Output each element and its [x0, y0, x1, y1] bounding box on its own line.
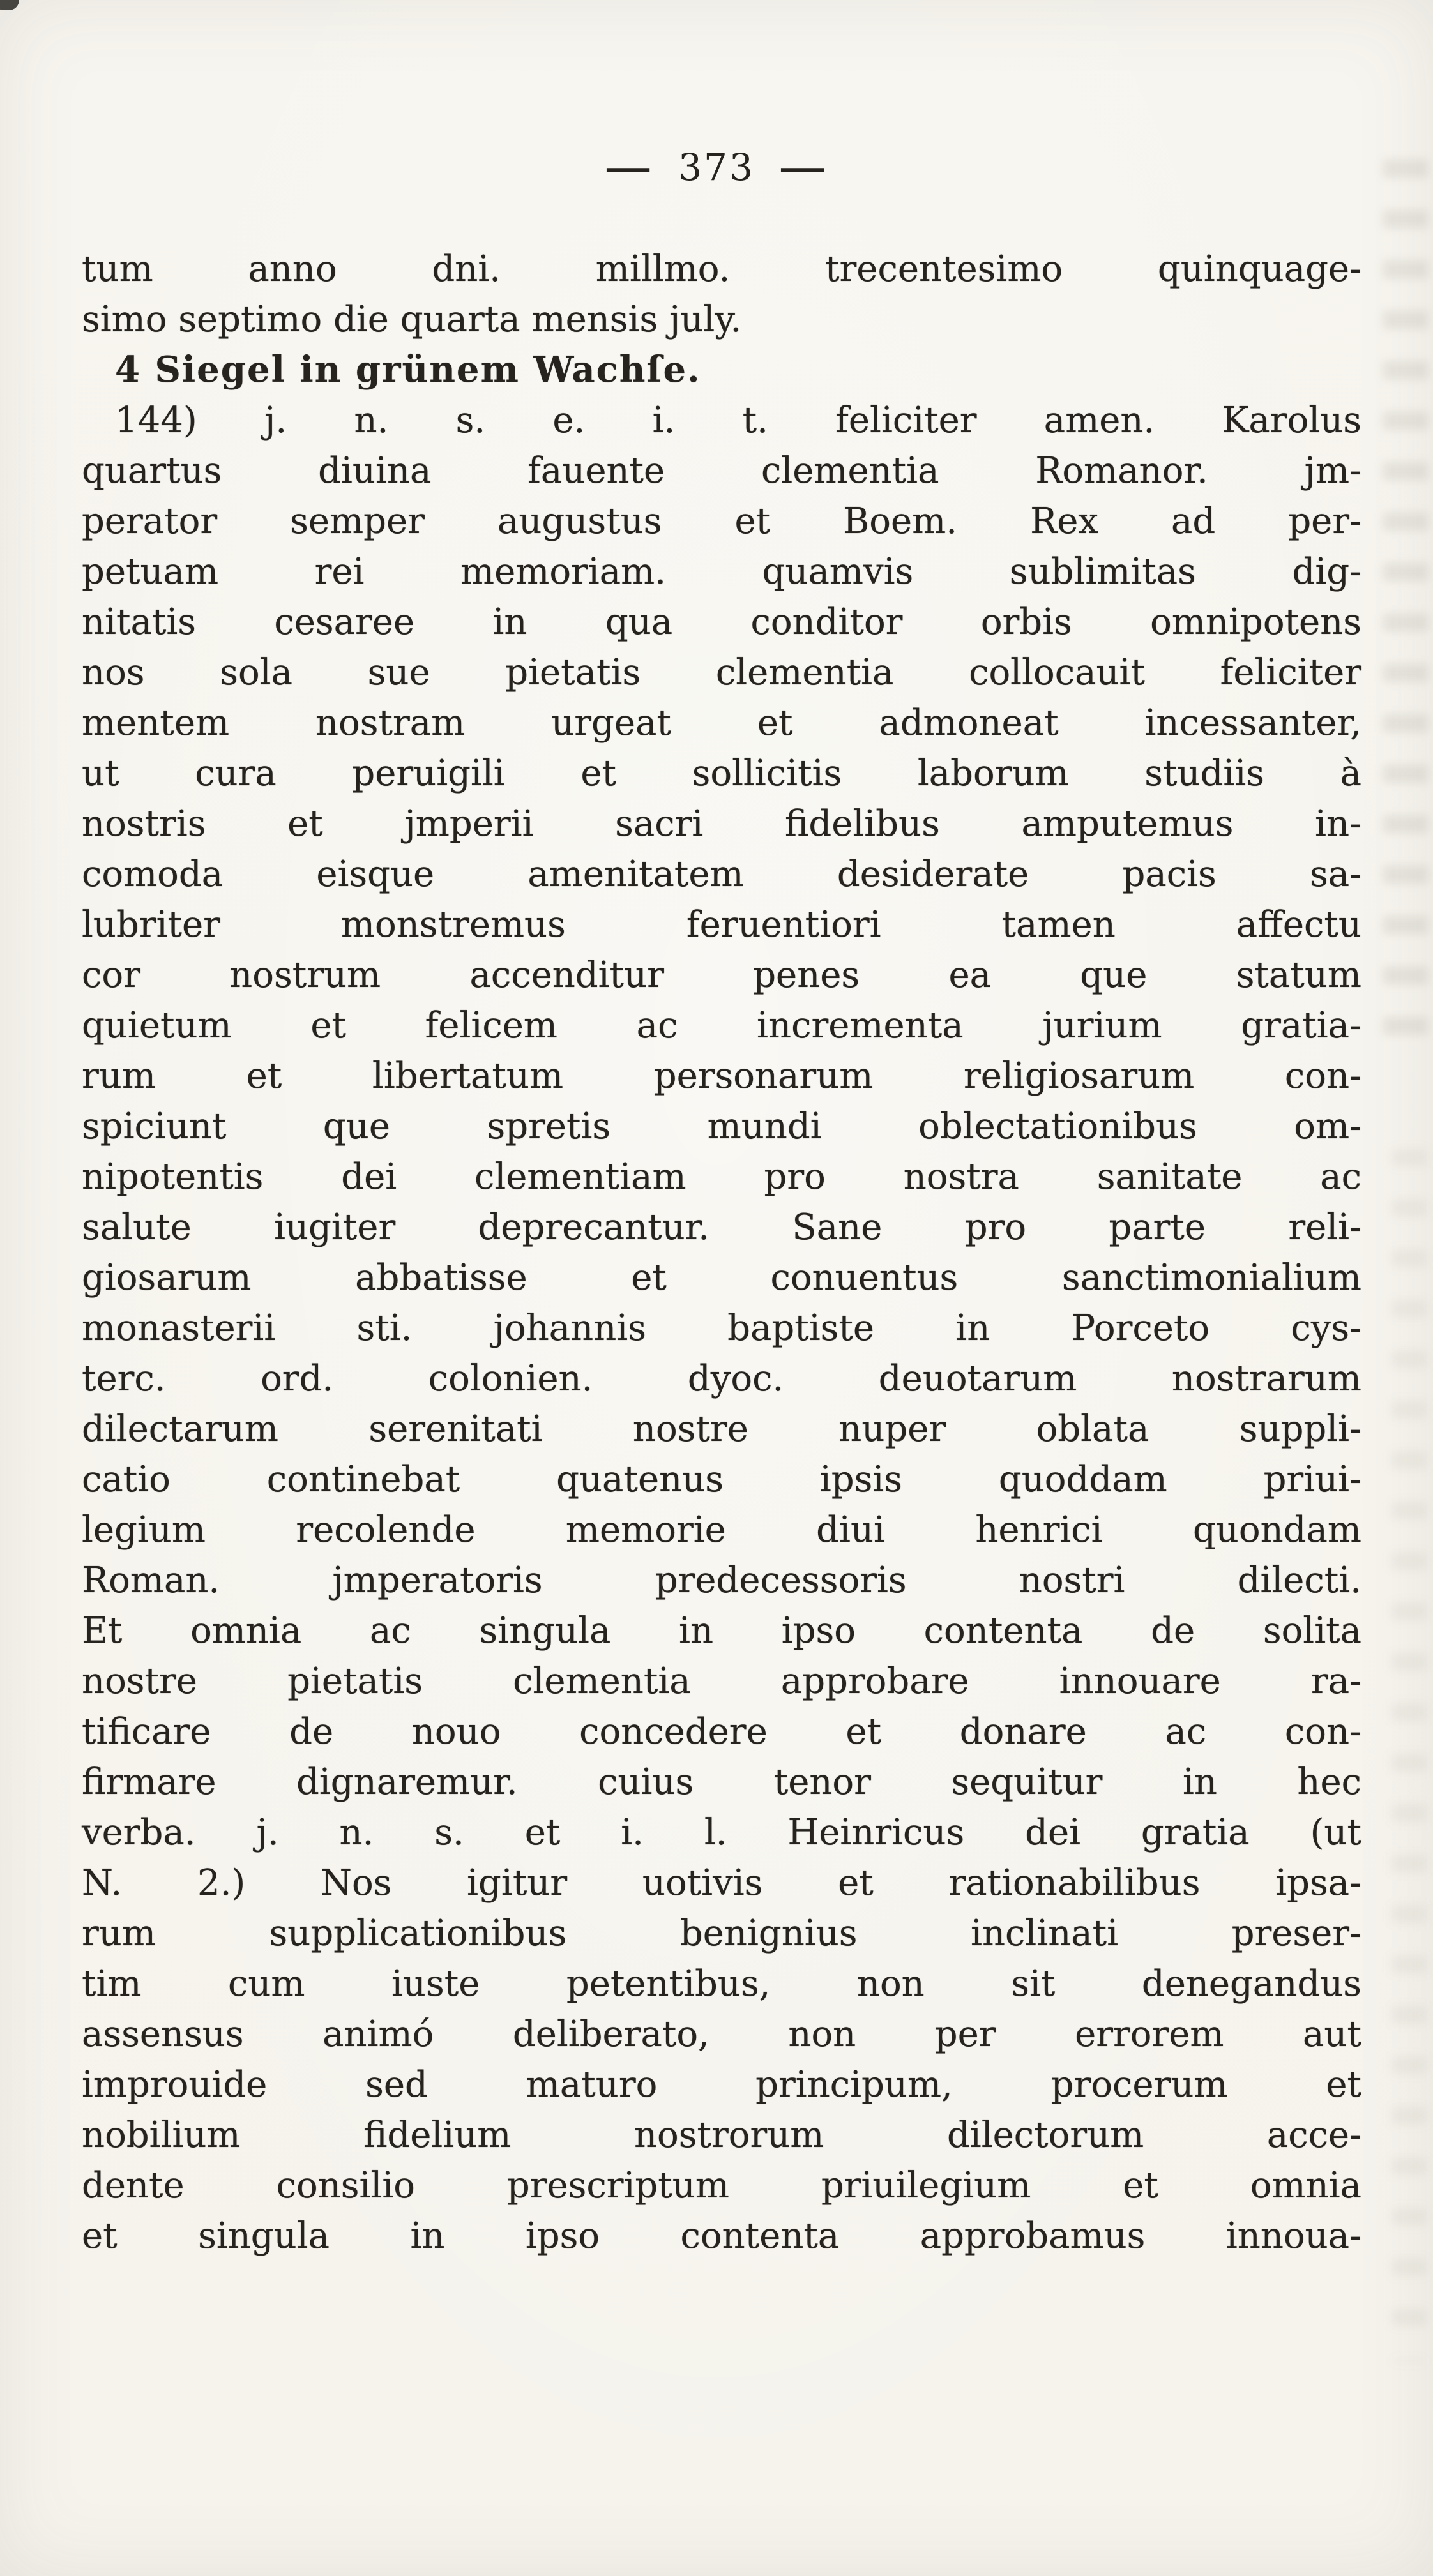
text-line: Roman. jmperatoris predecessoris nostri dilecti.	[82, 1560, 1361, 1601]
text-line: nobilium fidelium nostrorum dilectorum acce-	[82, 2114, 1361, 2156]
text-line: nipotentis dei clementiam pro nostra sanitate ac	[82, 1156, 1361, 1198]
text-line: nostris et jmperii sacri fidelibus amputemus in-	[82, 803, 1361, 845]
text-line: quietum et felicem ac incrementa jurium gratia-	[82, 1005, 1361, 1046]
text-line: 144) j. n. s. e. i. t. feliciter amen. Karolus	[115, 400, 1361, 441]
text-line: tificare de nouo concedere et donare ac con-	[82, 1711, 1361, 1752]
text-line: nostre pietatis clementia approbare innouare ra-	[82, 1661, 1361, 1702]
text-line: legium recolende memorie diui henrici quondam	[82, 1509, 1361, 1551]
text-line: cor nostrum accenditur penes ea que statum	[82, 954, 1361, 996]
text-line: Et omnia ac singula in ipso contenta de solita	[82, 1610, 1361, 1652]
text-line: et singula in ipso contenta approbamus innoua-	[82, 2215, 1361, 2257]
text-line: salute iugiter deprecantur. Sane pro parte reli-	[82, 1207, 1361, 1248]
scan-bleedthrough-top	[1383, 160, 1428, 1053]
text-line: N. 2.) Nos igitur uotivis et rationabilibus ipsa-	[82, 1862, 1361, 1904]
text-line: comoda eisque amenitatem desiderate pacis sa-	[82, 854, 1361, 895]
page-header	[0, 146, 1433, 189]
text-line: perator semper augustus et Boem. Rex ad per-	[82, 501, 1361, 542]
text-line: firmare dignaremur. cuius tenor sequitur in hec	[82, 1761, 1361, 1803]
text-line: catio continebat quatenus ipsis quoddam priui-	[82, 1459, 1361, 1500]
header-dash-right: —	[778, 146, 830, 189]
text-line: assensus animó deliberato, non per errorem aut	[82, 2014, 1361, 2055]
body-text	[82, 244, 1361, 2261]
text-line: rum supplicationibus benignius inclinati preser-	[82, 1913, 1361, 1954]
text-line: tum anno dni. millmo. trecentesimo quinquage-	[82, 248, 1361, 290]
header-dash-left: —	[603, 146, 655, 189]
text-line: improuide sed maturo principum, procerum et	[82, 2064, 1361, 2105]
text-line: giosarum abbatisse et conuentus sanctimonialium	[82, 1257, 1361, 1299]
scan-bleedthrough-bottom	[1391, 1149, 1427, 2362]
text-line: verba. j. n. s. et i. l. Heinricus dei gratia (ut	[82, 1812, 1361, 1853]
text-line: spiciunt que spretis mundi oblectationibus om-	[82, 1106, 1361, 1147]
text-line: tim cum iuste petentibus, non sit denegandus	[82, 1963, 1361, 2005]
page-number: 373	[678, 146, 755, 189]
text-line: rum et libertatum personarum religiosarum con-	[82, 1055, 1361, 1097]
text-line: nos sola sue pietatis clementia collocauit feliciter	[82, 652, 1361, 693]
text-line: ut cura peruigili et sollicitis laborum studiis à	[82, 753, 1361, 794]
text-line: dente consilio prescriptum priuilegium et omnia	[82, 2165, 1361, 2206]
text-line: dilectarum serenitati nostre nuper oblata suppli-	[82, 1408, 1361, 1450]
text-line: monasterii sti. johannis baptiste in Porceto cys-	[82, 1307, 1361, 1349]
text-line: nitatis cesaree in qua conditor orbis omnipotens	[82, 601, 1361, 643]
text-line: petuam rei memoriam. quamvis sublimitas dig-	[82, 551, 1361, 592]
text-line: quartus diuina fauente clementia Romanor. jm-	[82, 450, 1361, 492]
scan-artifact-corner	[0, 0, 19, 10]
text-line: simo septimo die quarta mensis july.	[82, 299, 742, 340]
text-line: terc. ord. colonien. dyoc. deuotarum nostrarum	[82, 1358, 1361, 1399]
text-line: 4 Siegel in grünem Wachſe.	[115, 349, 701, 391]
text-line: lubriter monstremus feruentiori tamen affectu	[82, 904, 1361, 945]
text-line: mentem nostram urgeat et admoneat incessanter,	[82, 702, 1361, 744]
